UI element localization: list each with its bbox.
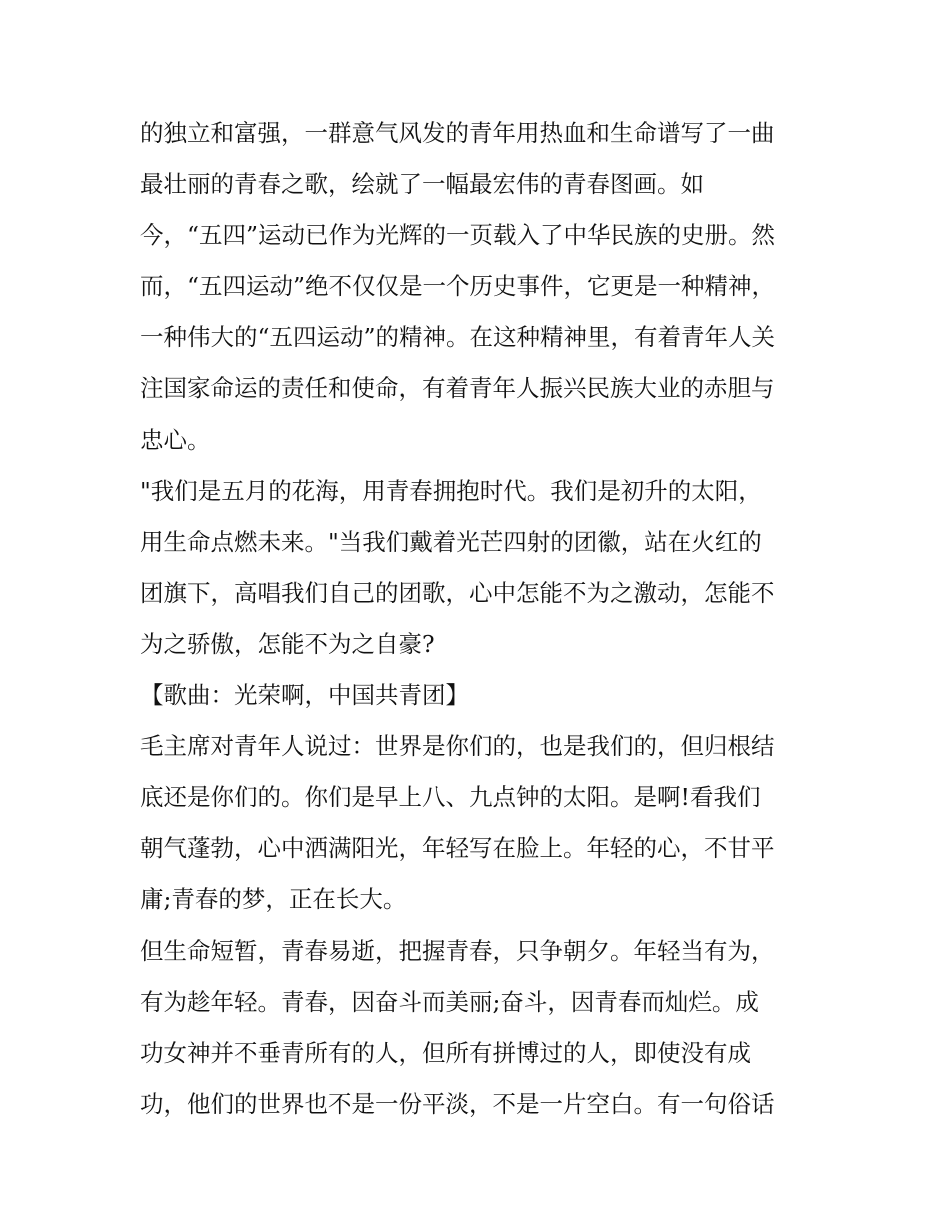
text-line: 有为趁年轻。青春，因奋斗而美丽;奋斗，因青春而灿烂。成 bbox=[140, 987, 759, 1016]
body-text bbox=[140, 108, 820, 1130]
text-line: 功，他们的世界也不是一份平淡，不是一片空白。有一句俗话 bbox=[140, 1089, 775, 1118]
text-line: 毛主席对青年人说过：世界是你们的，也是我们的，但归根结 bbox=[140, 732, 775, 761]
text-line: 的独立和富强，一群意气风发的青年用热血和生命谱写了一曲 bbox=[140, 119, 775, 147]
text-line: 朝气蓬勃，心中洒满阳光，年轻写在脸上。年轻的心，不甘平 bbox=[140, 834, 775, 863]
text-line: 今，“五四”运动已作为光辉的一页载入了中华民族的史册。然 bbox=[140, 221, 776, 250]
text-line: 一种伟大的“五四运动”的精神。在这种精神里，有着青年人关 bbox=[140, 323, 776, 352]
text-line: 用生命点燃未来。"当我们戴着光芒四射的团徽，站在火红的 bbox=[140, 527, 762, 556]
text-line: 但生命短暂，青春易逝，把握青春，只争朝夕。年轻当有为， bbox=[140, 936, 775, 965]
text-line: 注国家命运的责任和使命，有着青年人振兴民族大业的赤胆与 bbox=[140, 374, 775, 403]
text-line: 庸;青春的梦，正在长大。 bbox=[140, 885, 407, 914]
text-line: 而，“五四运动”绝不仅仅是一个历史事件，它更是一种精神， bbox=[140, 272, 776, 301]
text-line: 团旗下，高唱我们自己的团歌，心中怎能不为之激动，怎能不 bbox=[140, 578, 775, 607]
text-line: 为之骄傲，怎能不为之自豪? bbox=[140, 629, 435, 658]
text-line: 忠心。 bbox=[140, 425, 211, 454]
text-line: 功女神并不垂青所有的人，但所有拼博过的人，即使没有成 bbox=[140, 1038, 751, 1067]
text-line: "我们是五月的花海，用青春拥抱时代。我们是初升的太阳， bbox=[140, 476, 762, 505]
text-line: 最壮丽的青春之歌，绘就了一幅最宏伟的青春图画。如 bbox=[140, 170, 704, 199]
song-heading: 【歌曲：光荣啊，中国共青团】 bbox=[140, 681, 469, 710]
text-line: 底还是你们的。你们是早上八、九点钟的太阳。是啊!看我们 bbox=[140, 783, 761, 812]
